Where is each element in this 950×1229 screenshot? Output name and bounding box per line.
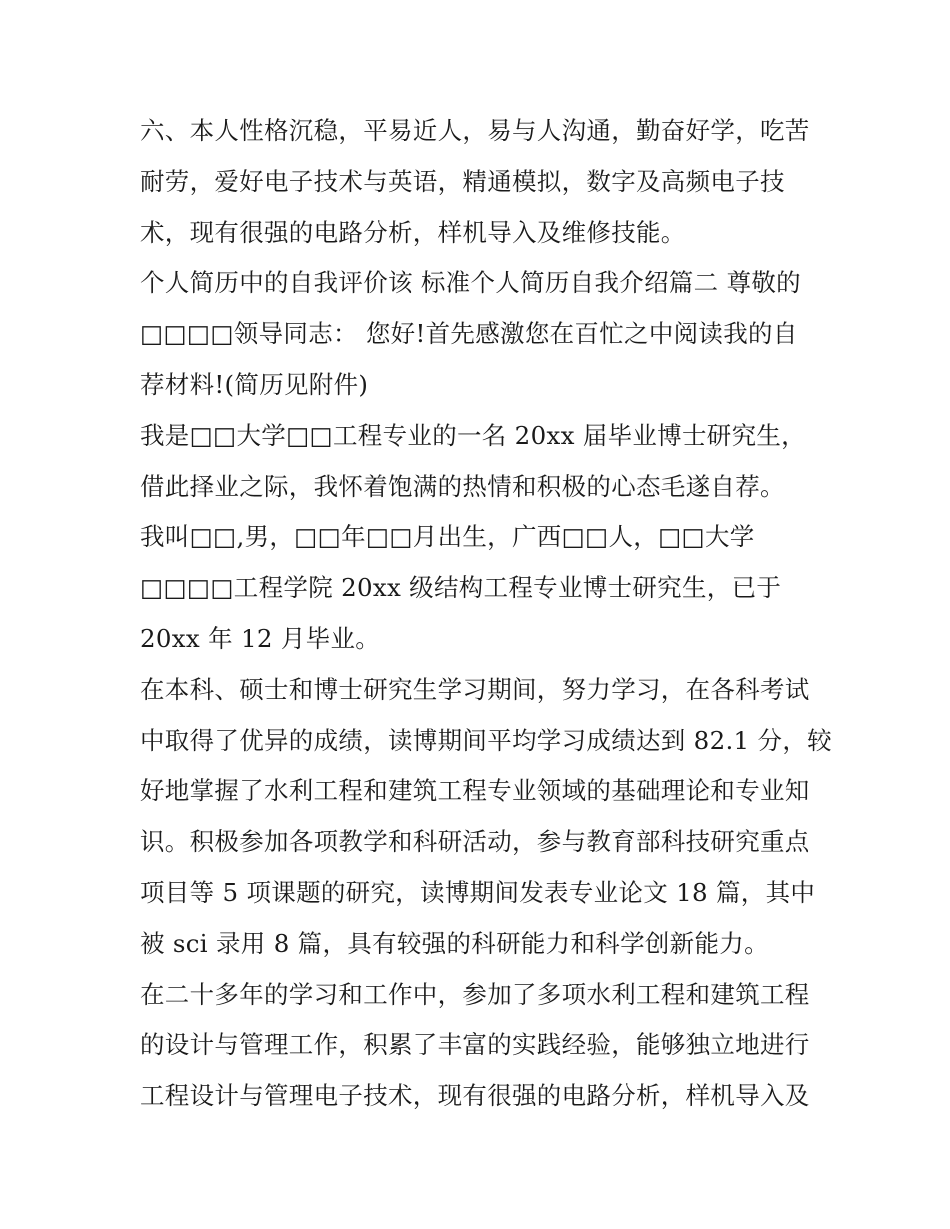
paragraph-academic-record: [140, 665, 832, 970]
text-line: 20xx 年 12 月毕业。: [140, 623, 381, 653]
text-line: 识。积极参加各项教学和科研活动，参与教育部科技研究重点: [140, 827, 810, 857]
document-body: [140, 106, 832, 1122]
paragraph-cover-letter-intro: [140, 258, 820, 410]
text-line: 在二十多年的学习和工作中，参加了多项水利工程和建筑工程: [140, 979, 810, 1009]
text-line: 被 sci 录用 8 篇，具有较强的科研能力和科学创新能力。: [140, 928, 769, 958]
text-line: 我叫□□,男，□□年□□月出生，广西□□人，□□大学: [140, 522, 755, 552]
text-line: 六、本人性格沉稳，平易近人，易与人沟通，勤奋好学，吃苦: [140, 116, 810, 145]
text-line: 工程设计与管理电子技术，现有很强的电路分析，样机导入及: [140, 1081, 810, 1111]
paragraph-self-recommendation: [140, 411, 820, 513]
text-line: 在本科、硕士和博士研究生学习期间，努力学习，在各科考试: [140, 674, 810, 704]
text-line: 好地掌握了水利工程和建筑工程专业领域的基础理论和专业知: [140, 776, 810, 806]
text-line: 术，现有很强的电路分析，样机导入及维修技能。: [140, 217, 686, 247]
text-line: 个人简历中的自我评价该 标准个人简历自我介绍篇二 尊敬的: [140, 268, 801, 298]
paragraph-personal-info: [140, 512, 820, 664]
paragraph-work-experience: [140, 970, 820, 1122]
text-line: □□□□领导同志： 您好!首先感激您在百忙之中阅读我的自: [140, 319, 798, 349]
text-line: 项目等 5 项课题的研究，读博期间发表专业论文 18 篇，其中: [140, 877, 816, 907]
paragraph-self-traits: [140, 106, 820, 258]
text-line: □□□□工程学院 20xx 级结构工程专业博士研究生，已于: [140, 573, 782, 603]
text-line: 中取得了优异的成绩，读博期间平均学习成绩达到 82.1 分，较: [140, 725, 832, 755]
text-line: 荐材料!(简历见附件): [140, 369, 369, 399]
text-line: 我是□□大学□□工程专业的一名 20xx 届毕业博士研究生，: [140, 420, 806, 450]
text-line: 借此择业之际，我怀着饱满的热情和积极的心态毛遂自荐。: [140, 471, 785, 501]
text-line: 耐劳，爱好电子技术与英语，精通模拟，数字及高频电子技: [140, 166, 785, 196]
text-line: 的设计与管理工作，积累了丰富的实践经验，能够独立地进行: [140, 1030, 810, 1060]
